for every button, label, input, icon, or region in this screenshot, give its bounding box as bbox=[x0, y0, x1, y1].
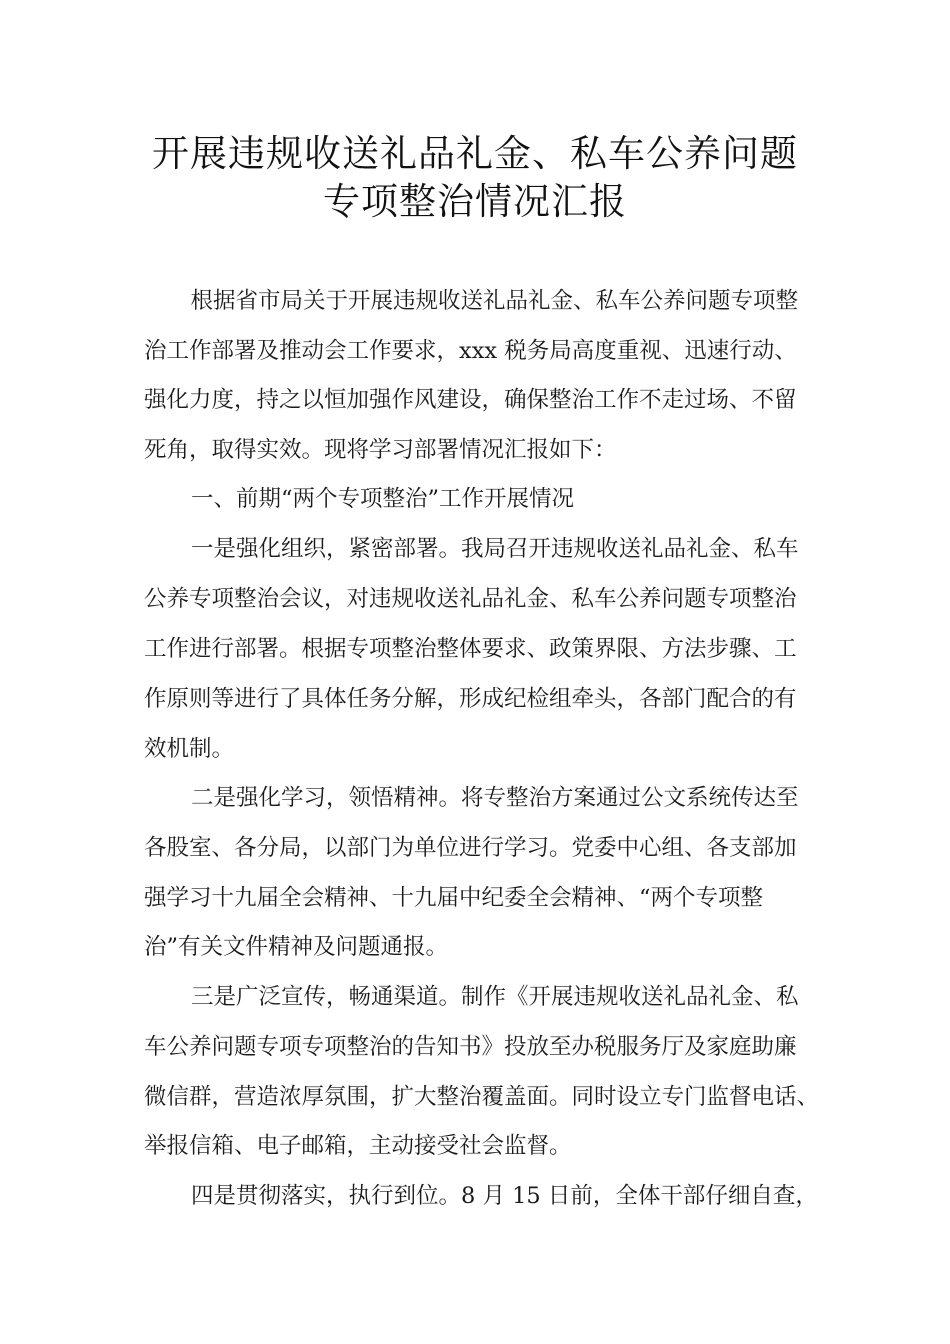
body-line: 强化力度，持之以恒加强作风建设，确保整治工作不走过场、不留 bbox=[144, 387, 797, 413]
section-heading: 一、前期“两个专项整治”工作开展情况 bbox=[191, 486, 575, 512]
body-line: 强学习十九届全会精神、十九届中纪委全会精神、“两个专项整 bbox=[144, 885, 764, 911]
body-line: 效机制。 bbox=[144, 736, 235, 762]
body-line: 工作进行部署。根据专项整治整体要求、政策界限、方法步骤、工 bbox=[144, 636, 797, 662]
body-line: 举报信箱、电子邮箱，主动接受社会监督。 bbox=[144, 1133, 572, 1159]
body-line: 作原则等进行了具体任务分解，形成纪检组牵头，各部门配合的有 bbox=[144, 686, 797, 712]
body-line: 死角，取得实效。现将学习部署情况汇报如下： bbox=[144, 437, 617, 463]
body-line: 各股室、各分局，以部门为单位进行学习。党委中心组、各支部加 bbox=[144, 835, 797, 861]
document-title-line-1: 开展违规收送礼品礼金、私车公养问题 bbox=[152, 132, 798, 175]
body-line: 微信群，营造浓厚氛围，扩大整治覆盖面。同时设立专门监督电话、 bbox=[144, 1084, 820, 1110]
body-line: 车公养问题专项专项整治的告知书》投放至办税服务厅及家庭助廉 bbox=[144, 1034, 797, 1060]
body-line: 四是贯彻落实，执行到位。8 月 15 日前，全体干部仔细自查， bbox=[191, 1183, 818, 1209]
body-line: 三是广泛宣传，畅通渠道。制作《开展违规收送礼品礼金、私 bbox=[191, 984, 799, 1010]
body-line: 治工作部署及推动会工作要求，xxx 税务局高度重视、迅速行动、 bbox=[144, 338, 797, 364]
body-line: 根据省市局关于开展违规收送礼品礼金、私车公养问题专项整 bbox=[168, 288, 799, 314]
body-line: 治”有关文件精神及问题通报。 bbox=[144, 934, 449, 960]
document-title-line-2: 专项整治情况汇报 bbox=[323, 180, 627, 223]
body-line: 一是强化组织，紧密部署。我局召开违规收送礼品礼金、私车 bbox=[191, 536, 799, 562]
body-line: 二是强化学习，领悟精神。将专整治方案通过公文系统传达至 bbox=[191, 785, 799, 811]
body-line: 公养专项整治会议，对违规收送礼品礼金、私车公养问题专项整治 bbox=[144, 586, 797, 612]
